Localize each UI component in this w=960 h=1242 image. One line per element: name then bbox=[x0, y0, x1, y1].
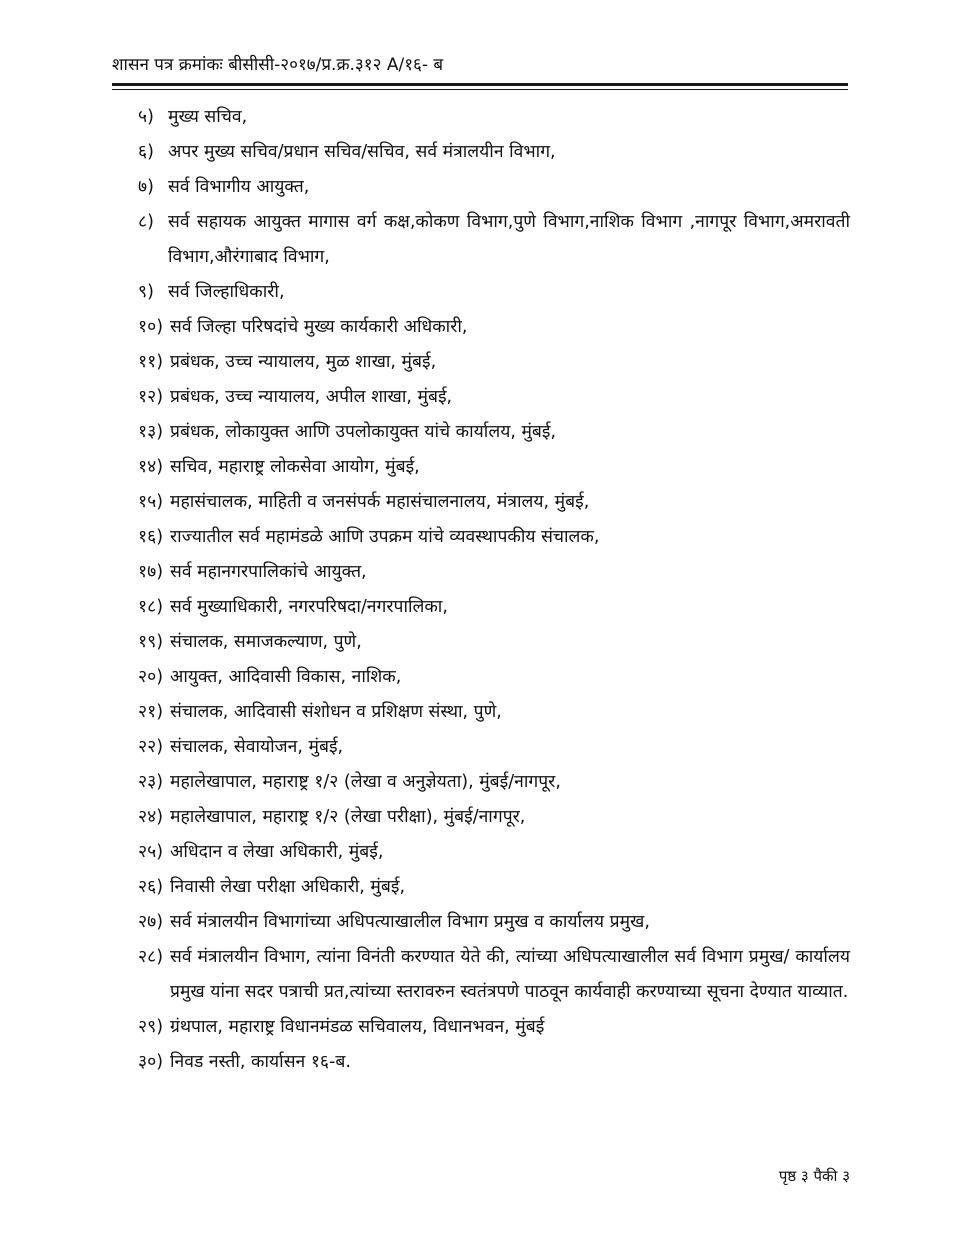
item-number: ६) bbox=[138, 142, 154, 162]
item-text: अपर मुख्य सचिव/प्रधान सचिव/सचिव, सर्व मंत्रालयीन विभाग, bbox=[168, 142, 556, 162]
item-number: ५) bbox=[138, 107, 154, 127]
list-item bbox=[138, 870, 850, 905]
item-number: २९) bbox=[138, 1017, 164, 1037]
item-text: महासंचालक, माहिती व जनसंपर्क महासंचालनालय, मंत्रालय, मुंबई, bbox=[170, 492, 590, 512]
item-text: महालेखापाल, महाराष्ट्र १/२ (लेखा परीक्षा), मुंबई/नागपूर, bbox=[170, 807, 526, 827]
list-item bbox=[138, 765, 850, 800]
item-text: सर्व सहायक आयुक्त मागास वर्ग कक्ष,कोकण विभाग,पुणे विभाग,नाशिक विभाग ,नागपूर विभाग,अमरावती विभाग,औरंगाबाद विभाग, bbox=[168, 212, 850, 267]
item-number: २४) bbox=[138, 807, 164, 827]
item-text: राज्यातील सर्व महामंडळे आणि उपक्रम यांचे व्यवस्थापकीय संचालक, bbox=[170, 527, 600, 547]
list-item bbox=[138, 170, 850, 205]
list-item bbox=[138, 205, 850, 275]
list-item bbox=[138, 730, 850, 765]
item-number: ७) bbox=[138, 177, 154, 197]
item-number: २१) bbox=[138, 702, 164, 722]
header-rule-thick bbox=[112, 83, 848, 86]
item-text: ग्रंथपाल, महाराष्ट्र विधानमंडळ सचिवालय, विधानभवन, मुंबई bbox=[170, 1017, 545, 1037]
list-item bbox=[138, 345, 850, 380]
item-number: १५) bbox=[138, 492, 164, 512]
list-item bbox=[138, 520, 850, 555]
list-item bbox=[138, 100, 850, 135]
list-item bbox=[138, 905, 850, 940]
item-text: निवड नस्ती, कार्यासन १६-ब. bbox=[170, 1052, 351, 1072]
item-text: सर्व महानगरपालिकांचे आयुक्त, bbox=[170, 562, 367, 582]
item-text: प्रबंधक, उच्च न्यायालय, मुळ शाखा, मुंबई, bbox=[170, 352, 437, 372]
item-number: ३०) bbox=[138, 1052, 164, 1072]
item-text: सर्व जिल्हाधिकारी, bbox=[168, 282, 285, 302]
item-number: २६) bbox=[138, 877, 164, 897]
item-number: २०) bbox=[138, 667, 164, 687]
item-number: ९) bbox=[138, 282, 154, 302]
item-number: ११) bbox=[138, 352, 164, 372]
item-text: सर्व मंत्रालयीन विभाग, त्यांना विनंती करण्यात येते की, त्यांच्या अधिपत्याखालील सर्व विभाग प्रमुख/ कार्यालय प्रमुख यांना सदर पत्राची प्रत,त्यांच्या स्तरावरुन स्वतंत्रपणे पाठवून कार्यवाही करण्याच्या सूचना देण्यात याव्यात. bbox=[170, 947, 850, 1002]
item-number: १८) bbox=[138, 597, 164, 617]
list-item bbox=[138, 590, 850, 625]
letter-reference-header: शासन पत्र क्रमांकः बीसीसी-२०१७/प्र.क्र.३१२ A/१६- ब bbox=[112, 55, 444, 75]
item-text: सर्व मंत्रालयीन विभागांच्या अधिपत्याखालील विभाग प्रमुख व कार्यालय प्रमुख, bbox=[170, 912, 650, 932]
item-text: सर्व जिल्हा परिषदांचे मुख्य कार्यकारी अधिकारी, bbox=[170, 317, 468, 337]
list-item bbox=[138, 485, 850, 520]
list-item bbox=[138, 555, 850, 590]
item-text: सर्व मुख्याधिकारी, नगरपरिषदा/नगरपालिका, bbox=[170, 597, 448, 617]
list-item bbox=[138, 450, 850, 485]
item-number: २२) bbox=[138, 737, 164, 757]
item-text: प्रबंधक, लोकायुक्त आणि उपलोकायुक्त यांचे कार्यालय, मुंबई, bbox=[170, 422, 557, 442]
list-item bbox=[138, 625, 850, 660]
header-rule-thin bbox=[112, 89, 848, 90]
item-number: २५) bbox=[138, 842, 164, 862]
list-item bbox=[138, 1010, 850, 1045]
list-item bbox=[138, 660, 850, 695]
item-number: १७) bbox=[138, 562, 164, 582]
list-item bbox=[138, 415, 850, 450]
item-text: प्रबंधक, उच्च न्यायालय, अपील शाखा, मुंबई, bbox=[170, 387, 453, 407]
item-number: १२) bbox=[138, 387, 164, 407]
item-text: मुख्य सचिव, bbox=[168, 107, 248, 127]
page-number: पृष्ठ ३ पैकी ३ bbox=[778, 1167, 850, 1185]
list-item bbox=[138, 310, 850, 345]
item-text: संचालक, समाजकल्याण, पुणे, bbox=[170, 632, 362, 652]
item-number: ८) bbox=[138, 212, 154, 232]
item-text: संचालक, आदिवासी संशोधन व प्रशिक्षण संस्था, पुणे, bbox=[170, 702, 502, 722]
item-number: २३) bbox=[138, 772, 164, 792]
item-text: महालेखापाल, महाराष्ट्र १/२ (लेखा व अनुज्ञेयता), मुंबई/नागपूर, bbox=[170, 772, 561, 792]
item-number: २८) bbox=[138, 947, 164, 967]
list-item bbox=[138, 695, 850, 730]
item-text: अधिदान व लेखा अधिकारी, मुंबई, bbox=[170, 842, 384, 862]
list-item bbox=[138, 380, 850, 415]
item-text: आयुक्त, आदिवासी विकास, नाशिक, bbox=[170, 667, 402, 687]
item-number: १९) bbox=[138, 632, 164, 652]
item-text: सर्व विभागीय आयुक्त, bbox=[168, 177, 310, 197]
list-item bbox=[138, 835, 850, 870]
item-number: १३) bbox=[138, 422, 164, 442]
item-number: १०) bbox=[138, 317, 164, 337]
item-text: सचिव, महाराष्ट्र लोकसेवा आयोग, मुंबई, bbox=[170, 457, 420, 477]
item-text: संचालक, सेवायोजन, मुंबई, bbox=[170, 737, 344, 757]
list-item bbox=[138, 940, 850, 1010]
item-text: निवासी लेखा परीक्षा अधिकारी, मुंबई, bbox=[170, 877, 406, 897]
list-item bbox=[138, 275, 850, 310]
list-item bbox=[138, 800, 850, 835]
recipient-list bbox=[138, 100, 850, 1080]
item-number: १६) bbox=[138, 527, 164, 547]
item-number: १४) bbox=[138, 457, 164, 477]
list-item bbox=[138, 135, 850, 170]
item-number: २७) bbox=[138, 912, 164, 932]
list-item bbox=[138, 1045, 850, 1080]
